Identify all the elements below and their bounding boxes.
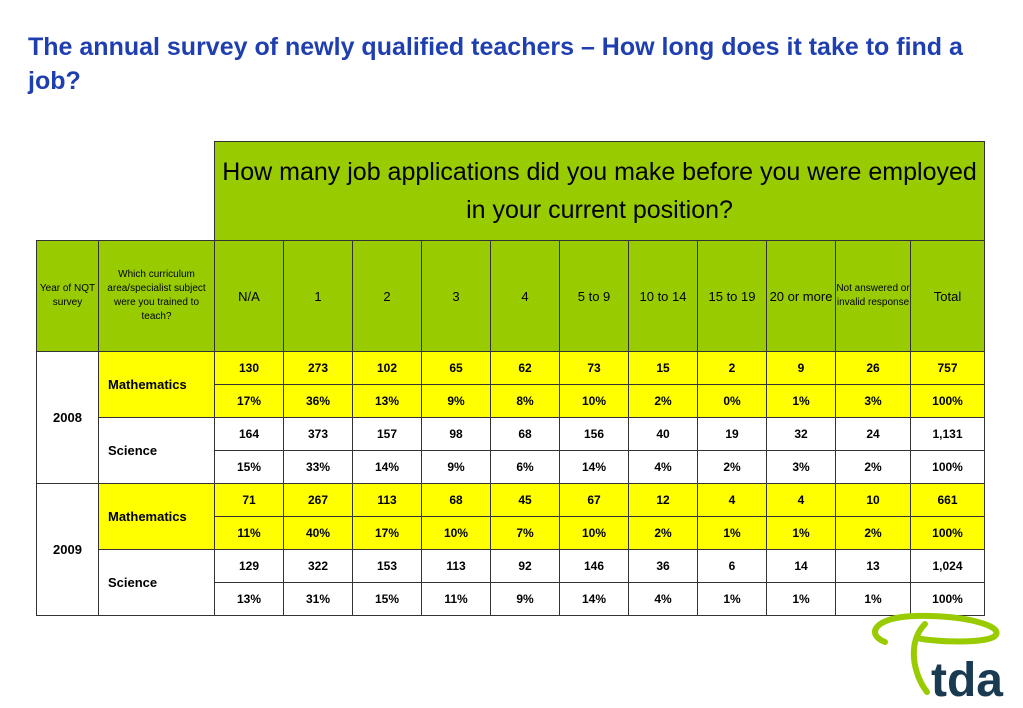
count-cell: 73 bbox=[560, 352, 629, 385]
count-cell: 71 bbox=[215, 484, 284, 517]
percent-cell: 7% bbox=[491, 517, 560, 550]
subject-cell: Mathematics bbox=[99, 352, 215, 418]
count-cell: 1,024 bbox=[911, 550, 985, 583]
count-cell: 15 bbox=[629, 352, 698, 385]
percent-cell: 100% bbox=[911, 583, 985, 616]
percent-cell: 40% bbox=[284, 517, 353, 550]
year-cell: 2008 bbox=[37, 352, 99, 484]
count-cell: 10 bbox=[836, 484, 911, 517]
subject-cell: Science bbox=[99, 550, 215, 616]
table-row bbox=[37, 484, 985, 517]
percent-cell: 33% bbox=[284, 451, 353, 484]
percent-cell: 1% bbox=[836, 583, 911, 616]
count-cell: 26 bbox=[836, 352, 911, 385]
count-cell: 1,131 bbox=[911, 418, 985, 451]
count-cell: 373 bbox=[284, 418, 353, 451]
percent-cell: 1% bbox=[698, 583, 767, 616]
percent-cell: 1% bbox=[767, 517, 836, 550]
count-cell: 322 bbox=[284, 550, 353, 583]
percent-cell: 2% bbox=[698, 451, 767, 484]
table-row bbox=[37, 352, 985, 385]
column-header: 3 bbox=[422, 241, 491, 352]
percent-cell: 4% bbox=[629, 583, 698, 616]
count-cell: 130 bbox=[215, 352, 284, 385]
count-cell: 113 bbox=[353, 484, 422, 517]
count-cell: 32 bbox=[767, 418, 836, 451]
tda-logo bbox=[855, 612, 1005, 702]
count-cell: 4 bbox=[698, 484, 767, 517]
percent-cell: 100% bbox=[911, 517, 985, 550]
count-cell: 146 bbox=[560, 550, 629, 583]
percent-cell: 14% bbox=[560, 451, 629, 484]
percent-cell: 10% bbox=[560, 517, 629, 550]
column-header: 20 or more bbox=[767, 241, 836, 352]
percent-cell: 4% bbox=[629, 451, 698, 484]
count-cell: 12 bbox=[629, 484, 698, 517]
count-cell: 45 bbox=[491, 484, 560, 517]
percent-cell: 13% bbox=[353, 385, 422, 418]
count-cell: 9 bbox=[767, 352, 836, 385]
blank-corner bbox=[37, 142, 215, 241]
count-cell: 67 bbox=[560, 484, 629, 517]
count-cell: 661 bbox=[911, 484, 985, 517]
percent-cell: 9% bbox=[491, 583, 560, 616]
subject-column-header: Which curriculum area/specialist subject were you trained to teach? bbox=[99, 241, 215, 352]
column-header: 2 bbox=[353, 241, 422, 352]
percent-cell: 11% bbox=[215, 517, 284, 550]
table-row bbox=[37, 418, 985, 451]
column-header: Not answered or invalid response bbox=[836, 241, 911, 352]
percent-cell: 36% bbox=[284, 385, 353, 418]
subject-cell: Science bbox=[99, 418, 215, 484]
count-cell: 129 bbox=[215, 550, 284, 583]
page-title: The annual survey of newly qualified teachers – How long does it take to find a job? bbox=[28, 33, 963, 95]
percent-cell: 9% bbox=[422, 385, 491, 418]
percent-cell: 2% bbox=[836, 451, 911, 484]
count-cell: 19 bbox=[698, 418, 767, 451]
count-cell: 4 bbox=[767, 484, 836, 517]
survey-table bbox=[36, 141, 985, 616]
percent-cell: 1% bbox=[767, 583, 836, 616]
table-row bbox=[37, 550, 985, 583]
count-cell: 14 bbox=[767, 550, 836, 583]
count-cell: 92 bbox=[491, 550, 560, 583]
count-cell: 13 bbox=[836, 550, 911, 583]
percent-cell: 100% bbox=[911, 385, 985, 418]
count-cell: 273 bbox=[284, 352, 353, 385]
count-cell: 113 bbox=[422, 550, 491, 583]
column-header: 10 to 14 bbox=[629, 241, 698, 352]
year-column-header: Year of NQT survey bbox=[37, 241, 99, 352]
percent-cell: 2% bbox=[629, 517, 698, 550]
percent-cell: 3% bbox=[836, 385, 911, 418]
percent-cell: 9% bbox=[422, 451, 491, 484]
percent-cell: 17% bbox=[353, 517, 422, 550]
percent-cell: 8% bbox=[491, 385, 560, 418]
logo-text: tda bbox=[931, 654, 1003, 702]
percent-cell: 17% bbox=[215, 385, 284, 418]
count-cell: 164 bbox=[215, 418, 284, 451]
column-header: 15 to 19 bbox=[698, 241, 767, 352]
count-cell: 68 bbox=[491, 418, 560, 451]
column-header: 1 bbox=[284, 241, 353, 352]
percent-cell: 1% bbox=[698, 517, 767, 550]
count-cell: 757 bbox=[911, 352, 985, 385]
count-cell: 36 bbox=[629, 550, 698, 583]
percent-cell: 3% bbox=[767, 451, 836, 484]
count-cell: 156 bbox=[560, 418, 629, 451]
count-cell: 68 bbox=[422, 484, 491, 517]
percent-cell: 100% bbox=[911, 451, 985, 484]
count-cell: 62 bbox=[491, 352, 560, 385]
percent-cell: 10% bbox=[422, 517, 491, 550]
percent-cell: 31% bbox=[284, 583, 353, 616]
count-cell: 102 bbox=[353, 352, 422, 385]
count-cell: 6 bbox=[698, 550, 767, 583]
subject-cell: Mathematics bbox=[99, 484, 215, 550]
column-header: 5 to 9 bbox=[560, 241, 629, 352]
count-cell: 157 bbox=[353, 418, 422, 451]
percent-cell: 15% bbox=[215, 451, 284, 484]
percent-cell: 1% bbox=[767, 385, 836, 418]
percent-cell: 13% bbox=[215, 583, 284, 616]
question-header: How many job applications did you make before you were employed in your current position? bbox=[215, 142, 985, 241]
column-header: Total bbox=[911, 241, 985, 352]
count-cell: 24 bbox=[836, 418, 911, 451]
count-cell: 153 bbox=[353, 550, 422, 583]
column-header: N/A bbox=[215, 241, 284, 352]
year-cell: 2009 bbox=[37, 484, 99, 616]
percent-cell: 10% bbox=[560, 385, 629, 418]
percent-cell: 0% bbox=[698, 385, 767, 418]
percent-cell: 2% bbox=[629, 385, 698, 418]
percent-cell: 14% bbox=[353, 451, 422, 484]
count-cell: 98 bbox=[422, 418, 491, 451]
percent-cell: 11% bbox=[422, 583, 491, 616]
count-cell: 267 bbox=[284, 484, 353, 517]
count-cell: 2 bbox=[698, 352, 767, 385]
percent-cell: 2% bbox=[836, 517, 911, 550]
percent-cell: 6% bbox=[491, 451, 560, 484]
column-header: 4 bbox=[491, 241, 560, 352]
count-cell: 40 bbox=[629, 418, 698, 451]
count-cell: 65 bbox=[422, 352, 491, 385]
percent-cell: 14% bbox=[560, 583, 629, 616]
percent-cell: 15% bbox=[353, 583, 422, 616]
